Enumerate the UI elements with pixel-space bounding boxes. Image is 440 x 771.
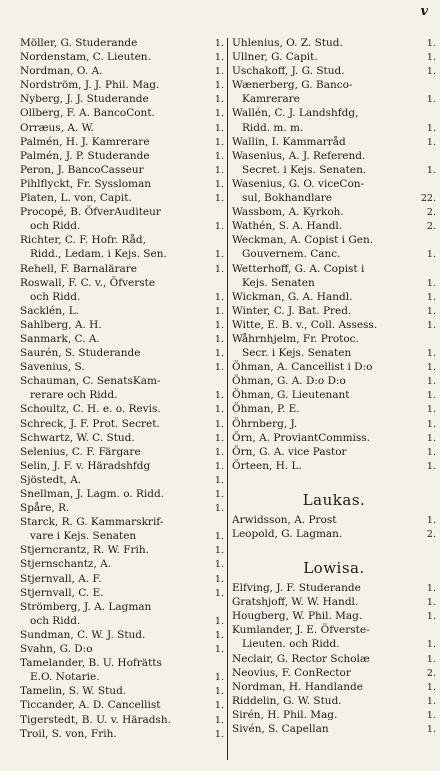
entry-name: Saurén, S. Studerande [20,347,141,360]
entry-name: vare i Kejs. Senaten [30,530,137,543]
entry-count: 2. [426,667,436,679]
register-entry [232,708,436,722]
entry-count: 1. [426,583,436,595]
entry-name: Wasenius, A. J. Referend. [232,149,366,162]
register-entry [20,332,224,346]
register-entry [232,205,436,219]
entry-count: 1. [426,404,436,416]
entry-count: 1. [214,319,224,331]
register-entry [20,149,224,163]
right-column-entries [232,36,436,473]
register-entry [232,459,436,473]
register-entry [20,92,224,106]
register-entry [20,515,224,529]
register-entry [20,501,224,515]
entry-count: 1. [214,390,224,402]
register-entry [232,233,436,247]
entry-count: 1. [426,164,436,176]
register-entry [232,595,436,609]
register-entry [20,163,224,177]
entry-count: 1. [214,615,224,627]
register-entry [20,121,224,135]
entry-name: Riddelin, G. W. Stud. [232,694,342,707]
register-entry [232,609,436,623]
entry-name: Wasenius, G. O. viceCon- [232,177,365,190]
entry-name: Wassbom, A. Kyrkoh. [232,206,344,219]
register-entry [232,121,436,135]
entry-count: 1. [214,221,224,233]
register-entry [20,557,224,571]
entry-name: Secret. i Kejs. Senaten. [242,163,367,176]
entry-name: och Ridd. [30,614,81,627]
entry-count: 1. [214,418,224,430]
entry-name: Kamrerare [242,93,300,106]
entry-count: 1. [426,291,436,303]
entry-name: Svahn, G. D:o [20,643,93,656]
entry-name: Peron, J. BancoCasseur [20,163,144,176]
entry-name: Selin, J. F. v. Häradshfdg [20,459,151,472]
register-entry [20,276,224,290]
entry-name: Orræus, A. W. [20,121,94,134]
entry-count: 1. [426,724,436,736]
entry-name: Nordman, H. Handlande [232,680,363,693]
entry-name: Starck, R. G. Kammarskrif- [20,516,164,529]
entry-count: 2. [426,529,436,540]
entry-name: Sundman, C. W. J. Stud. [20,628,146,641]
entry-count: 1. [426,418,436,430]
entry-name: Tamelin, S. W. Stud. [20,685,127,698]
entry-count: 1. [214,460,224,472]
register-entry [232,680,436,694]
entry-name: Schreck, J. F. Prot. Secret. [20,417,160,430]
entry-count: 1. [214,136,224,148]
register-entry [20,64,224,78]
entry-name: Möller, G. Studerande [20,37,138,49]
section-gap [232,541,436,553]
entry-name: Ridd. m. m. [242,121,304,134]
register-entry [20,459,224,473]
register-entry [20,628,224,642]
entry-count: 1. [426,94,436,106]
entry-name: Kejs. Senaten [242,276,315,289]
entry-name: Leopold, G. Lagman. [232,528,343,540]
entry-name: Wallin, I. Kammarråd [232,135,346,148]
entry-name: Wåhrnhjelm, Fr. Protoc. [232,332,359,345]
register-entry [232,346,436,360]
register-entry [20,50,224,64]
entry-name: Ticcander, A. D. Cancellist [20,699,161,712]
register-entry [20,318,224,332]
entry-name: Sjöstedt, A. [20,473,82,486]
register-entry [20,374,224,388]
entry-name: Örn, A. ProviantCommiss. [232,431,371,444]
register-entry [232,722,436,736]
entry-count: 2. [426,221,436,233]
entry-count: 1. [426,681,436,693]
entry-name: Nyberg, J. J. Studerande [20,93,149,106]
left-column [20,36,224,741]
entry-count: 1. [214,700,224,712]
entry-count: 1. [426,305,436,317]
entry-name: E.O. Notarie. [30,671,100,684]
entry-name: Neclair, G. Rector Scholæ [232,652,370,665]
register-entry [232,290,436,304]
entry-name: Sivén, S. Capellan [232,723,329,736]
entry-count: 1. [214,263,224,275]
entry-name: och Ridd. [30,290,81,303]
entry-name: Stjerncrantz, R. W. Frih. [20,544,149,557]
register-entry [20,727,224,741]
entry-name: Schwartz, W. C. Stud. [20,431,135,444]
entry-name: Wænerberg, G. Banco- [232,79,353,92]
entry-count: 1. [426,446,436,458]
register-entry [232,92,436,106]
entry-count: 1. [426,249,436,261]
register-entry [20,388,224,402]
entry-count: 1. [214,164,224,176]
entry-count: 1. [214,193,224,205]
register-entry [232,652,436,666]
section-lowisa-entries [232,581,436,736]
entry-count: 1. [426,52,436,64]
entry-count: 1. [426,38,436,49]
register-entry [232,78,436,92]
register-entry [232,247,436,261]
entry-count: 1. [214,545,224,557]
register-entry [20,402,224,416]
entry-name: Roswall, F. C. v., Öfverste [20,276,156,289]
entry-count: 1. [214,474,224,486]
entry-name: Sacklén, L. [20,304,80,317]
entry-name: Sirén, H. Phil. Mag. [232,708,338,721]
entry-count: 1. [214,94,224,106]
register-entry [20,473,224,487]
entry-count: 1. [214,446,224,458]
register-entry [232,360,436,374]
entry-count: 1. [214,38,224,49]
entry-name: Uhlenius, O. Z. Stud. [232,37,343,49]
entry-name: Pihlflyckt, Fr. Syssloman [20,177,152,190]
register-entry [20,205,224,219]
register-entry [232,276,436,290]
entry-name: Palmén, H. J. Kamrerare [20,135,150,148]
register-entry [20,191,224,205]
entry-count: 1. [214,291,224,303]
register-entry [20,78,224,92]
register-entry [232,402,436,416]
entry-count: 1. [426,122,436,134]
entry-count: 1. [426,695,436,707]
register-entry [232,417,436,431]
register-entry [232,332,436,346]
page-signature-mark: v [420,4,428,19]
entry-name: Ollberg, F. A. BancoCont. [20,107,155,120]
right-column [232,36,436,736]
register-entry [20,698,224,712]
entry-count: 1. [214,80,224,92]
entry-name: Schoultz, C. H. e. o. Revis. [20,403,161,416]
entry-name: Nordström, J. J. Phil. Mag. [20,79,160,92]
entry-count: 1. [214,404,224,416]
entry-count: 1. [426,611,436,623]
entry-name: Örn, G. A. vice Pastor [232,445,347,458]
entry-name: Strömberg, J. A. Lagman [20,600,152,613]
entry-name: Platen, L. von, Capit. [20,192,132,205]
column-divider [227,38,228,760]
register-entry [20,219,224,233]
register-entry [20,290,224,304]
entry-name: Nordman, O. A. [20,65,103,78]
entry-count: 1. [214,531,224,543]
entry-count: 1. [426,66,436,78]
entry-name: Elfving, J. F. Studerande [232,582,361,595]
register-entry [20,417,224,431]
entry-name: Weckman, A. Copist i Gen. [232,234,374,247]
entry-name: och Ridd. [30,220,81,233]
register-entry [20,304,224,318]
entry-count: 1. [214,348,224,360]
register-entry [20,614,224,628]
register-entry [232,50,436,64]
entry-count: 1. [214,573,224,585]
register-entry [20,684,224,698]
entry-name: Gouvernem. Canc. [242,248,341,261]
entry-count: 1. [214,66,224,78]
section-heading-lowisa: Lowisa. [303,559,365,578]
entry-name: Witte, E. B. v., Coll. Assess. [232,318,378,331]
entry-count: 1. [214,503,224,515]
register-entry [20,487,224,501]
entry-count: 1. [426,277,436,289]
register-entry [232,388,436,402]
entry-name: Uschakoff, J. G. Stud. [232,65,345,78]
entry-name: Spåre, R. [20,502,70,515]
entry-count: 1. [214,489,224,500]
entry-count: 1. [426,432,436,444]
entry-count: 1. [426,136,436,148]
entry-name: Öhman, G. A. D:o D:o [232,375,346,388]
register-entry [232,637,436,651]
entry-count: 22. [420,193,436,205]
entry-name: Stjernschantz, A. [20,558,112,571]
entry-name: rerare och Ridd. [30,389,118,402]
entry-name: Ullner, G. Capit. [232,51,318,64]
register-entry [20,642,224,656]
entry-count: 1. [214,686,224,698]
entry-count: 1. [214,362,224,374]
register-entry [20,670,224,684]
register-entry [20,431,224,445]
entry-count: 1. [214,150,224,162]
entry-count: 1. [426,362,436,374]
register-entry [232,318,436,332]
entry-count: 1. [214,52,224,64]
entry-name: Öhman, G. Lieutenant [232,389,350,402]
register-entry [232,445,436,459]
entry-name: Snellman, J. Lagm. o. Ridd. [20,488,165,500]
entry-name: Richter, C. F. Hofr. Råd, [20,234,146,247]
register-entry [20,135,224,149]
entry-name: Stjernvall, C. E. [20,586,104,599]
register-entry [20,247,224,261]
entry-name: Wallén, C. J. Landshfdg, [232,107,359,120]
register-entry [20,346,224,360]
entry-count: 1. [214,432,224,444]
register-entry [232,163,436,177]
register-entry [232,694,436,708]
register-entry [232,219,436,233]
entry-name: Gratshjoff, W. W. Handl. [232,596,359,609]
entry-count: 1. [214,108,224,120]
register-entry [20,233,224,247]
register-entry [232,374,436,388]
register-entry [232,304,436,318]
entry-name: Stjernvall, A. F. [20,572,102,585]
register-entry [20,543,224,557]
register-entry [232,36,436,50]
register-entry [20,445,224,459]
section-heading-laukas: Laukas. [302,490,366,509]
entry-count: 1. [214,629,224,641]
entry-name: Savenius, S. [20,361,85,374]
entry-count: 1. [214,644,224,656]
register-entry [20,656,224,670]
entry-count: 2. [426,207,436,219]
entry-count: 1. [214,714,224,726]
entry-count: 1. [426,514,436,526]
entry-name: Örteen, H. L. [232,459,302,472]
register-entry [232,135,436,149]
entry-count: 1. [214,333,224,345]
entry-count: 1. [426,653,436,665]
entry-count: 1. [426,390,436,402]
entry-name: Sanmark, C. A. [20,332,100,345]
register-entry [20,713,224,727]
entry-name: Troil, S. von, Frih. [20,727,117,740]
register-entry [232,106,436,120]
entry-name: Kumlander, J. E. Öfverste- [232,624,370,637]
entry-count: 1. [214,122,224,134]
entry-name: Nordenstam, C. Lieuten. [20,51,151,64]
register-entry [232,666,436,680]
register-entry [20,262,224,276]
entry-count: 1. [214,178,224,190]
entry-name: sul, Bokhandlare [242,192,332,205]
register-entry [232,149,436,163]
entry-count: 1. [214,249,224,261]
entry-name: Neovius, F. ConRector [232,666,351,679]
entry-count: 1. [214,305,224,317]
entry-name: Öhman, P. E. [232,403,300,416]
register-entry [20,360,224,374]
register-entry [232,262,436,276]
register-entry [20,529,224,543]
section-laukas-entries [232,513,436,541]
register-entry [232,191,436,205]
entry-count: 1. [214,672,224,684]
register-entry [232,64,436,78]
entry-name: Tigerstedt, B. U. v. Häradsh. [20,713,171,726]
entry-count: 1. [426,639,436,651]
entry-count: 1. [426,460,436,472]
entry-name: Wickman, G. A. Handl. [232,290,353,303]
register-entry [232,177,436,191]
register-entry [232,527,436,541]
entry-name: Procopé, B. ÖfverAuditeur [20,206,161,219]
entry-name: Sahlberg, A. H. [20,318,102,331]
entry-name: Secr. i Kejs. Senaten [242,347,352,360]
entry-name: Ridd., Ledam. i Kejs. Sen. [30,248,167,261]
entry-name: Palmén, J. P. Studerande [20,149,150,162]
entry-name: Öhrnberg, J. [232,417,298,430]
register-entry [20,586,224,600]
register-entry [20,36,224,50]
entry-count: 1. [214,559,224,571]
section-gap [232,473,436,485]
register-entry [232,581,436,595]
entry-count: 1. [426,709,436,721]
entry-count: 1. [426,376,436,388]
entry-name: Öhman, A. Cancellist i D:o [232,361,373,374]
entry-name: Arwidsson, A. Prost [232,513,337,526]
entry-name: Rehell, F. Barnalärare [20,262,137,275]
register-entry [20,177,224,191]
register-entry [232,623,436,637]
entry-count: 1. [426,319,436,331]
entry-name: Wetterhoff, G. A. Copist i [232,262,365,275]
register-entry [232,513,436,527]
entry-count: 1. [214,728,224,740]
entry-name: Selenius, C. F. Färgare [20,445,141,458]
entry-name: Schauman, C. SenatsKam- [20,375,161,388]
register-entry [20,106,224,120]
entry-name: Wathén, S. A. Handl. [232,220,343,233]
entry-name: Winter, C. J. Bat. Pred. [232,304,352,317]
entry-name: Tamelander, B. U. Hofrätts [20,657,162,670]
register-entry [20,600,224,614]
register-entry [232,431,436,445]
entry-count: 1. [426,348,436,360]
entry-count: 1. [426,597,436,609]
entry-count: 1. [214,587,224,599]
entry-name: Lieuten. och Ridd. [242,638,340,651]
register-entry [20,572,224,586]
entry-name: Hougberg, W. Phil. Mag. [232,610,363,623]
